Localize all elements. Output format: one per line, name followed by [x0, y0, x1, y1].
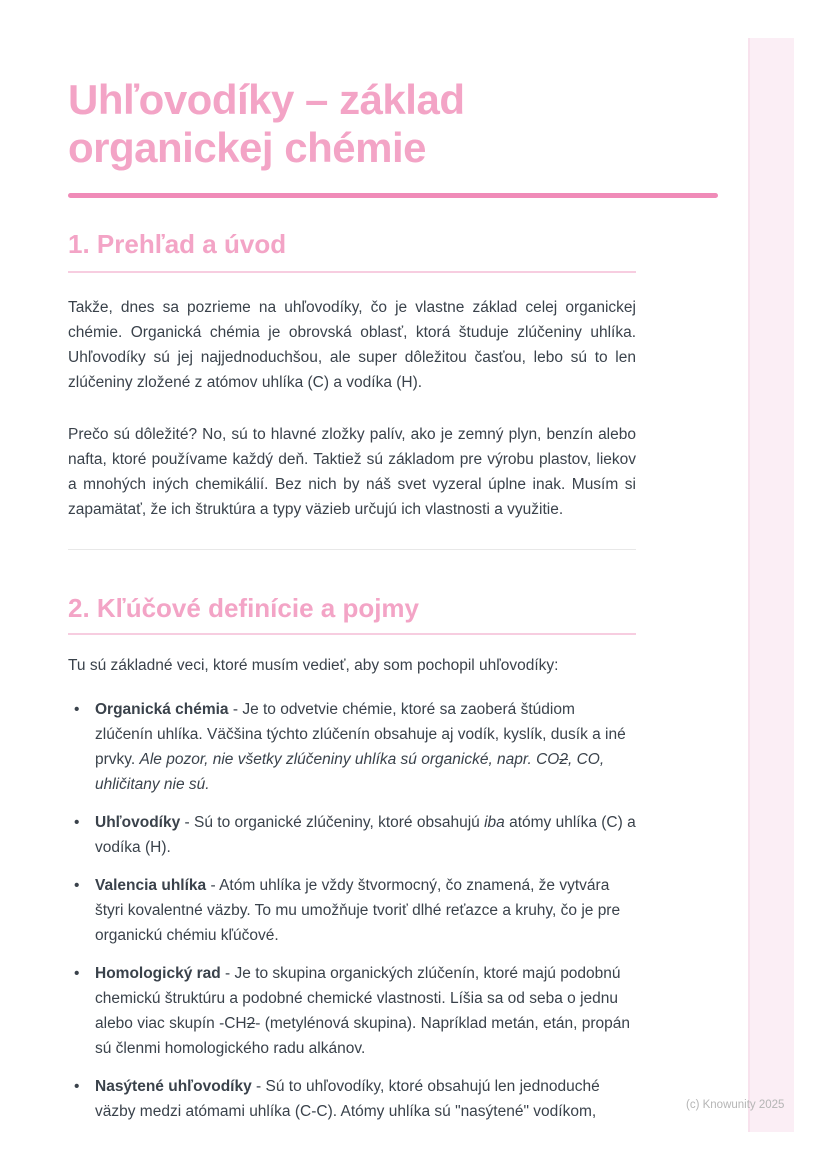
term-text: - (metylénová skupina). Napríklad metán, etán, propán sú členmi homologického radu alkánov. — [95, 1015, 631, 1057]
bullet-icon: • — [74, 701, 80, 718]
document-content — [68, 0, 718, 1124]
page-title: Uhľovodíky – základ organickej chémie — [68, 76, 465, 171]
term-text: Ale pozor, nie všetky zlúčeniny uhlíka sú organické, napr. CO — [139, 751, 560, 768]
definitions-list — [68, 697, 636, 1124]
list-item — [68, 873, 636, 948]
section-1-heading: 1. Prehľad a úvod — [68, 229, 287, 259]
term-text: atómy uhlíka (C) a vodíka (H). — [95, 814, 636, 856]
title-rule — [68, 193, 718, 198]
term-text: - Je to skupina organických zlúčenín, ktoré majú podobnú chemickú štruktúru a podobné chemické vlastnosti. Líšia sa od seba o jednu alebo viac skupín -CH — [95, 965, 621, 1032]
term-text: 2 — [559, 751, 568, 768]
term-text: - Sú to uhľovodíky, ktoré obsahujú len jednoduché väzby medzi atómami uhlíka (C-C). Atómy uhlíka sú "nasýtené" vodíkom, — [95, 1078, 600, 1120]
section-2-intro: Tu sú základné veci, ktoré musím vedieť, aby som pochopil uhľovodíky: — [68, 657, 559, 674]
bullet-icon: • — [74, 877, 80, 894]
list-item — [68, 1074, 636, 1124]
section-2-underline — [68, 633, 636, 635]
term-text: , CO, uhličitany nie sú. — [95, 751, 605, 793]
bullet-icon: • — [74, 814, 80, 831]
bullet-icon: • — [74, 1078, 80, 1095]
list-item — [68, 810, 636, 860]
section-1-underline — [68, 271, 636, 273]
term-label: Organická chémia — [95, 701, 229, 718]
term-text: 2 — [246, 1015, 256, 1032]
term-text: - Atóm uhlíka je vždy štvormocný, čo znamená, že vytvára štyri kovalentné väzby. To mu umožňuje tvoriť dlhé reťazce a kruhy, čo je pre organickú chémiu kľúčové. — [95, 877, 621, 944]
term-label: Homologický rad — [95, 965, 221, 982]
footer-credit: (c) Knowunity 2025 — [686, 1099, 785, 1111]
term-text: - Je to odvetvie chémie, ktoré sa zaoberá štúdiom zlúčenín uhlíka. Väčšina týchto zlúčenín obsahuje aj vodík, kyslík, dusík a iné prvky. — [95, 701, 626, 768]
term-label: Nasýtené uhľovodíky — [95, 1078, 252, 1095]
bullet-icon: • — [74, 965, 80, 982]
term-text: - Sú to organické zlúčeniny, ktoré obsahujú — [180, 814, 485, 831]
section-divider — [68, 549, 636, 550]
page-accent-strip — [748, 38, 794, 1132]
list-item — [68, 961, 636, 1061]
term-text: iba — [484, 814, 505, 831]
term-label: Valencia uhlíka — [95, 877, 207, 894]
list-item — [68, 697, 636, 797]
term-label: Uhľovodíky — [95, 814, 181, 831]
section-1-paragraph-2: Prečo sú dôležité? No, sú to hlavné zložky palív, ako je zemný plyn, benzín alebo nafta, ktoré používame každý deň. Taktiež sú základom pre výrobu plastov, liekov a mnohých iných chemikálií. Bez nich by náš svet vyzeral úplne inak. Musím si zapamätať, že ich štruktúra a typy väzieb určujú ich vlastnosti a využitie. — [68, 426, 636, 518]
section-1-paragraph-1: Takže, dnes sa pozrieme na uhľovodíky, čo je vlastne základ celej organickej chémie. Organická chémia je obrovská oblasť, ktorá študuje zlúčeniny uhlíka. Uhľovodíky sú jej najjednoduchšou, ale super dôležitou časťou, lebo sú to len zlúčeniny zložené z atómov uhlíka (C) a vodíka (H). — [68, 299, 636, 391]
section-2-heading: 2. Kľúčové definície a pojmy — [68, 593, 420, 623]
